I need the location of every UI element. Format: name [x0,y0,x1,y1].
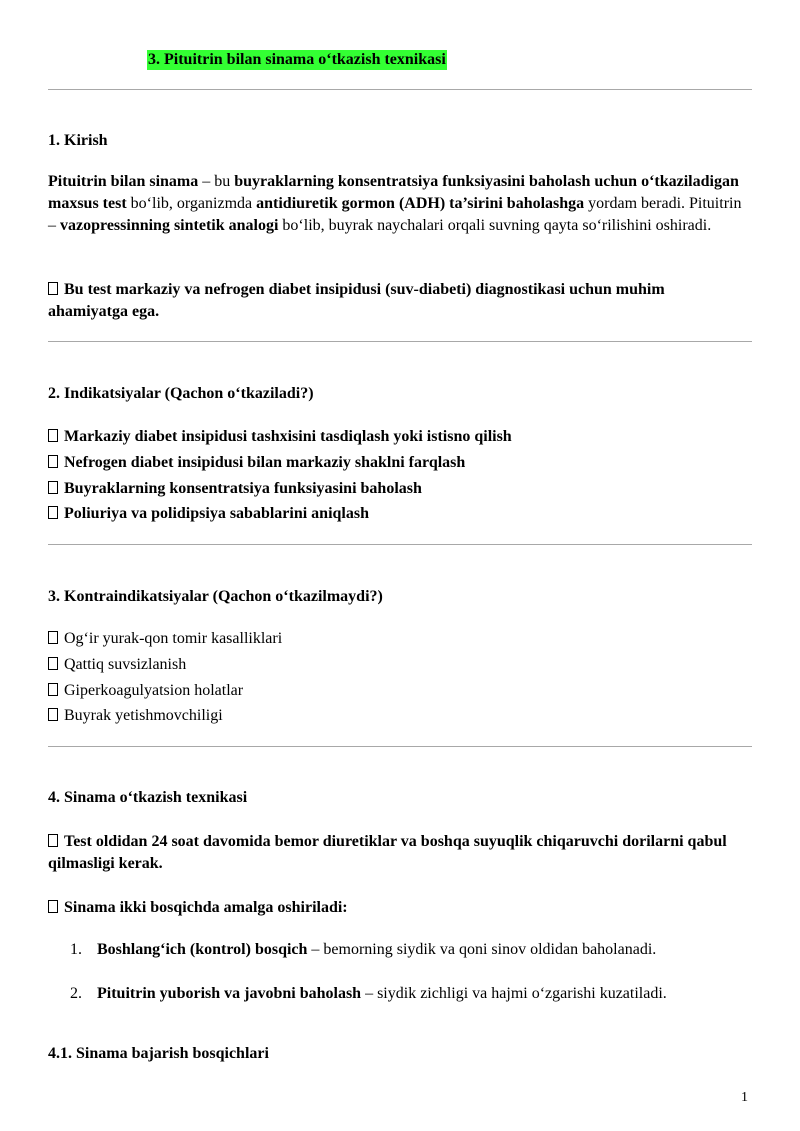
section-heading-indications: 2. Indikatsiyalar (Qachon o‘tkaziladi?) [48,385,314,402]
technique-note-text: Test oldidan 24 soat davomida bemor diuretiklar va boshqa suyuqlik chiqaruvchi dorilarni qabul qilmasligi kerak. [48,833,727,872]
intro-run: vazopressinning sintetik analogi [60,217,279,234]
checkbox-glyph-icon [48,683,58,696]
intro-run: Pituitrin bilan sinama [48,173,199,190]
list-item-text: Markaziy diabet insipidusi tashxisini tasdiqlash yoki istisno qilish [64,428,512,445]
list-item-text: Giperkoagulyatsion holatlar [64,682,244,699]
checkbox-glyph-icon [48,455,58,468]
intro-run: bo‘lib, organizmda [126,195,257,212]
technique-note [48,897,748,919]
intro-run: antidiuretik gormon (ADH) ta’sirini baholashga [256,195,585,212]
divider [48,746,752,747]
list-item-text: Qattiq suvsizlanish [64,656,187,673]
checkbox-glyph-icon [48,282,58,295]
list-item-text: Poliuriya va polidipsiya sabablarini aniqlash [64,505,369,522]
checkbox-glyph-icon [48,631,58,644]
list-item-text: Buyraklarning konsentratsiya funksiyasini baholash [64,480,422,497]
list-item [48,503,369,525]
technique-note [48,831,748,875]
checkbox-glyph-icon [48,834,58,847]
list-item [48,680,243,702]
checkbox-glyph-icon [48,481,58,494]
checkbox-glyph-icon [48,429,58,442]
step-description: – siydik zichligi va hajmi o‘zgarishi kuzatiladi. [361,985,667,1002]
divider [48,544,752,545]
intro-run: – bu [198,173,235,190]
section-heading-intro: 1. Kirish [48,132,108,149]
list-item-text: Nefrogen diabet insipidusi bilan markaziy shaklni farqlash [64,454,466,471]
checkbox-glyph-icon [48,657,58,670]
intro-run: yordam beradi. Pituitrin – [48,195,742,234]
section-heading-contraindications: 3. Kontraindikatsiyalar (Qachon o‘tkazilmaydi?) [48,588,383,605]
list-item [48,705,223,727]
list-number: 1. [70,941,82,958]
list-item-text: Og‘ir yurak-qon tomir kasalliklari [64,630,283,647]
list-item [48,426,512,448]
document-title: 3. Pituitrin bilan sinama o‘tkazish texnikasi [148,51,446,68]
list-item [48,654,186,676]
step-description: – bemorning siydik va qoni sinov oldidan baholanadi. [307,941,657,958]
intro-note [48,279,748,323]
section-heading-technique: 4. Sinama o‘tkazish texnikasi [48,789,248,806]
step-title: Boshlang‘ich (kontrol) bosqich [97,941,308,958]
subsection-heading: 4.1. Sinama bajarish bosqichlari [48,1045,269,1062]
divider [48,341,752,342]
list-item [48,452,465,474]
intro-run: bo‘lib, buyrak naychalari orqali suvning qayta so‘rilishini oshiradi. [278,217,712,234]
checkbox-glyph-icon [48,900,58,913]
step-title: Pituitrin yuborish va javobni baholash [97,985,362,1002]
page-number: 1 [741,1090,748,1105]
technique-note-text: Sinama ikki bosqichda amalga oshiriladi: [64,899,348,916]
list-item [48,478,422,500]
list-number: 2. [70,985,82,1002]
checkbox-glyph-icon [48,506,58,519]
list-item-text: Buyrak yetishmovchiligi [64,707,223,724]
checkbox-glyph-icon [48,708,58,721]
intro-note-text: Bu test markaziy va nefrogen diabet insipidusi (suv-diabeti) diagnostikasi uchun muhim ahamiyatga ega. [48,281,665,320]
intro-run: buyraklarning konsentratsiya funksiyasini baholash uchun o‘tkaziladigan maxsus test [48,173,739,212]
intro-paragraph [48,171,748,237]
list-item [48,628,282,650]
divider [48,89,752,90]
